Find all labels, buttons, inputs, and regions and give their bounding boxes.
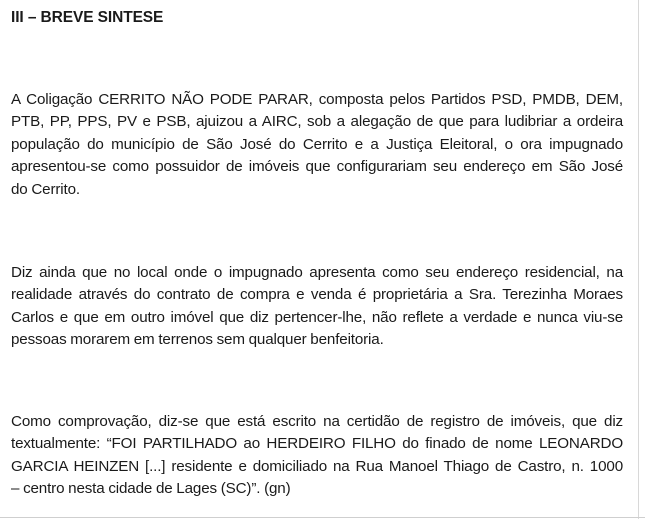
page-edge-divider [638, 0, 639, 519]
paragraph-allegation [11, 262, 623, 352]
paragraph-line: textualmente: “FOI PARTILHADO ao HERDEIRO FILHO do finado de nome LEONARDO [11, 435, 623, 453]
paragraph-line: Como comprovação, diz-se que está escrito na certidão de registro de imóveis, que diz [11, 413, 623, 430]
paragraph-summary [11, 89, 623, 201]
paragraph-line: população do município de São José do Cerrito e a Justiça Eleitoral, o ora impugnado [11, 135, 623, 153]
paragraph-line: apresentou-se como possuidor de imóveis que configurariam seu endereço em São José [11, 158, 623, 176]
paragraph-line: Carlos e que em outro imóvel que diz pertencer-lhe, não reflete a verdade e nunca viu-se [11, 308, 623, 326]
paragraph-line: Diz ainda que no local onde o impugnado apresenta como seu endereço residencial, na [11, 264, 623, 281]
page-bottom-divider [0, 517, 645, 518]
paragraph-line: GARCIA HEINZEN [...] residente e domiciliado na Rua Manoel Thiago de Castro, n. 1000 [11, 457, 623, 475]
paragraph-line: realidade através do contrato de compra e venda é proprietária a Sra. Terezinha Moraes [11, 286, 623, 304]
paragraph-line: A Coligação CERRITO NÃO PODE PARAR, composta pelos Partidos PSD, PMDB, DEM, [11, 91, 623, 108]
paragraph-line: PTB, PP, PPS, PV e PSB, ajuizou a AIRC, sob a alegação de que para ludibriar a ordeira [11, 113, 623, 131]
paragraph-line: do Cerrito. [11, 180, 80, 198]
paragraph-line: – centro nesta cidade de Lages (SC)”. (gn) [11, 480, 291, 498]
paragraph-line: pessoas morarem em terrenos sem qualquer benfeitoria. [11, 331, 384, 349]
section-heading: III – BREVE SINTESE [11, 9, 164, 26]
paragraph-evidence [11, 411, 623, 501]
